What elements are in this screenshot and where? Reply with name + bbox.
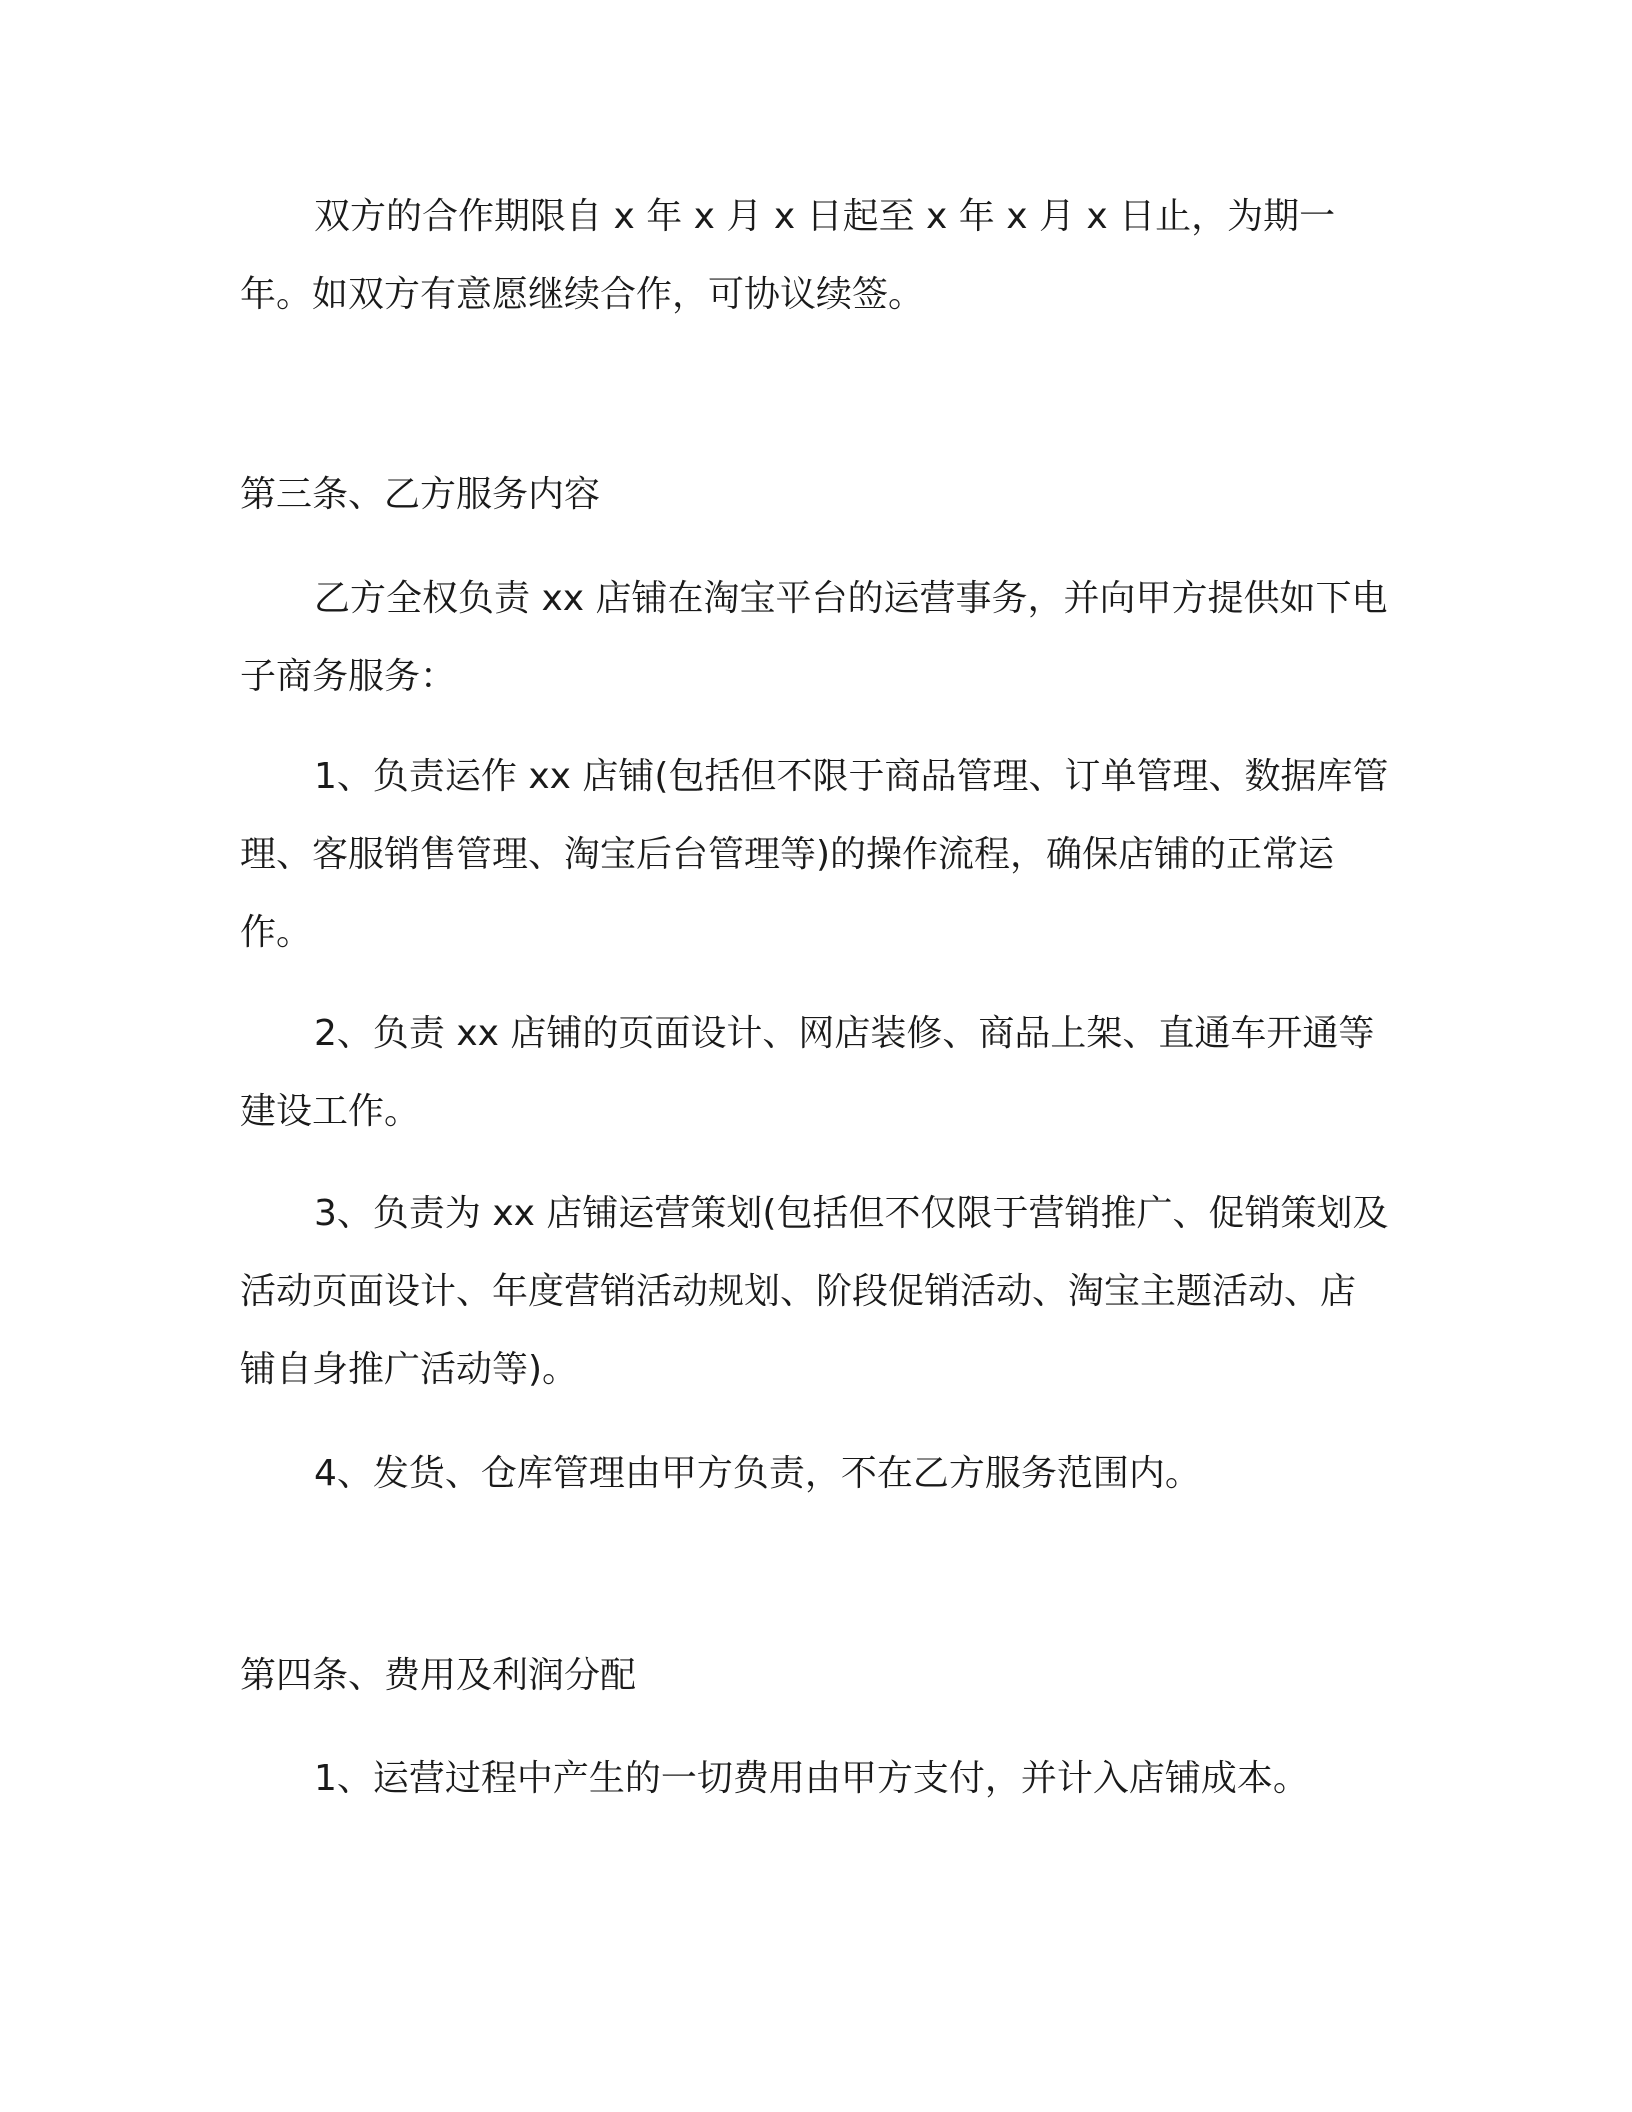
section-3-item-3: 3、负责为 xx 店铺运营策划(包括但不仅限于营销推广、促销策划及活动页面设计、年度营销活动规划、阶段促销活动、淘宝主题活动、店铺自身推广活动等)。 [240, 1193, 1389, 1390]
section-4-item-1: 1、运营过程中产生的一切费用由甲方支付，并计入店铺成本。 [314, 1758, 1309, 1799]
section-3-item-1: 1、负责运作 xx 店铺(包括但不限于商品管理、订单管理、数据库管理、客服销售管理、淘宝后台管理等)的操作流程，确保店铺的正常运作。 [240, 756, 1389, 953]
section-3-heading: 第三条、乙方服务内容 [240, 474, 601, 515]
section-4-heading: 第四条、费用及利润分配 [240, 1655, 637, 1696]
section-3-item-2: 2、负责 xx 店铺的页面设计、网店装修、商品上架、直通车开通等建设工作。 [240, 1013, 1375, 1132]
section-3-intro: 乙方全权负责 xx 店铺在淘宝平台的运营事务，并向甲方提供如下电子商务服务： [240, 578, 1388, 697]
paragraph-cooperation-term: 双方的合作期限自 x 年 x 月 x 日起至 x 年 x 月 x 日止，为期一年。如双方有意愿继续合作，可协议续签。 [240, 196, 1336, 315]
section-3-item-4: 4、发货、仓库管理由甲方负责，不在乙方服务范围内。 [314, 1453, 1201, 1494]
